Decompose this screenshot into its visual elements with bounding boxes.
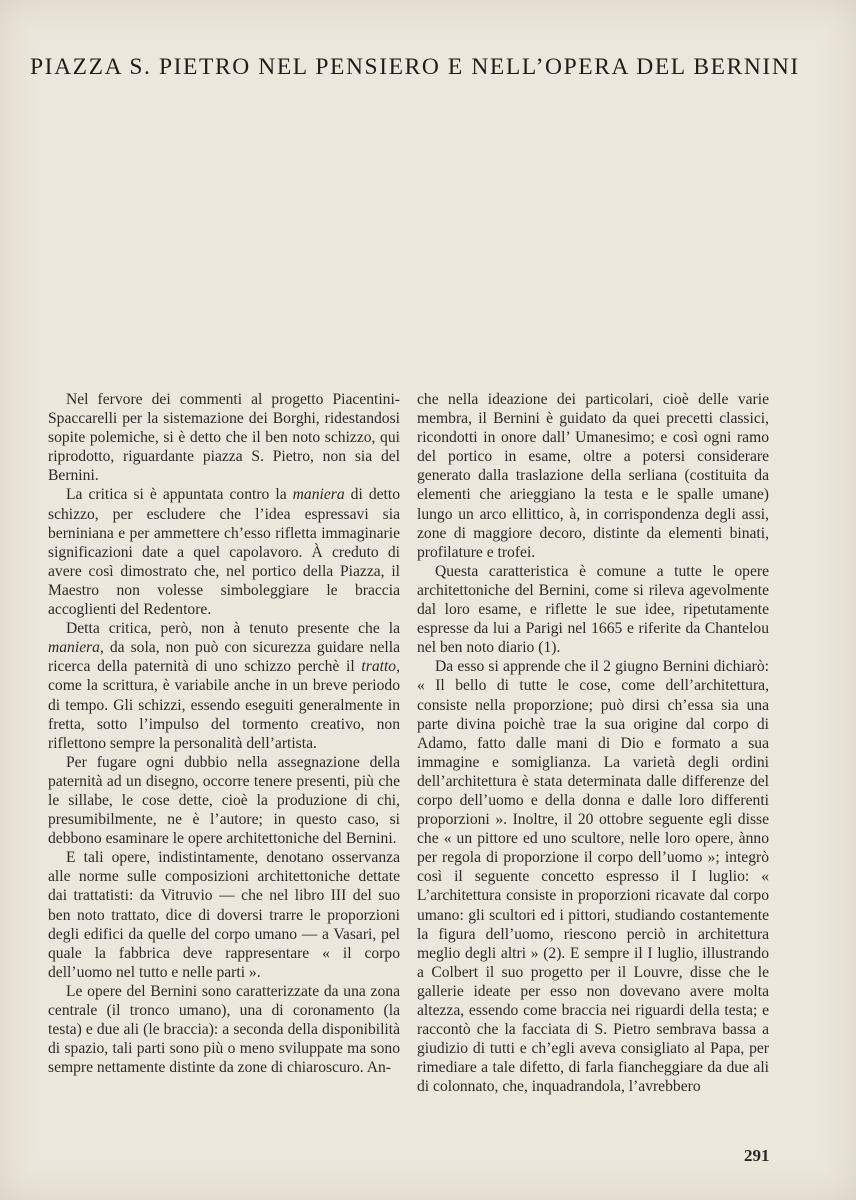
paragraph: che nella ideazione dei particolari, cioè delle varie membra, il Bernini è guidato da quei precetti classici, ricondotti in onore dall’ Umanesimo; e così ogni ramo del portico in esame, oltre a potersi considerare generato dalla traslazione della serliana (costituita da elementi che arieggiano la testa e le spalle umane) lungo un arco ellittico, à, in corrispondenza degli assi, zone di maggiore decoro, distinte da elementi binati, profilature e trofei. bbox=[417, 391, 769, 561]
emphasis-text: tratto bbox=[361, 658, 397, 676]
paragraph: Per fugare ogni dubbio nella assegnazione della paternità ad un disegno, occorre tenere presenti, più che le sillabe, le cose dette, cioè la produzione di chi, presumibilmente, ne è l’autore; in questo caso, si debbono esaminare le opere architettoniche del Bernini. bbox=[48, 753, 400, 848]
text-column-right bbox=[417, 390, 769, 1096]
paragraph: E tali opere, indistintamente, denotano osservanza alle norme sulle composizioni architettoniche dettate dai trattatisti: da Vitruvio — che nel libro III del suo ben noto trattato, dice di doversi trarre le proporzioni degli edifici da quelle del corpo umano — a Vasari, pel quale la fabbrica deve rappresentare « il corpo dell’uomo nel tutto e nelle parti ». bbox=[48, 849, 400, 981]
text-run: La critica si è appuntata contro la bbox=[66, 486, 293, 504]
emphasis-text: maniera bbox=[292, 486, 345, 504]
text-run: di detto schizzo, per escludere che l’idea espressavi sia berniniana e per ammettere ch’esso rifletta immaginarie significazioni date a quel capolavoro. À creduto di avere così dimostrato che, nel portico della Piazza, il Maestro non volesse simboleggiare le braccia accoglienti del Redentore. bbox=[48, 486, 401, 619]
emphasis-text: maniera bbox=[48, 639, 100, 657]
text-run: , da sola, non può con sicurezza guidare nella ricerca della paternità di uno schizzo perchè il bbox=[48, 639, 400, 676]
text-column-left bbox=[48, 390, 400, 1077]
paragraph: Questa caratteristica è comune a tutte le opere architettoniche del Bernini, come si rileva agevolmente dal loro esame, e riflette le sue idee, ripetutamente espresse da lui a Parigi nel 1665 e riferite da Chantelou nel ben noto diario (1). bbox=[417, 562, 769, 657]
text-run: Detta critica, però, non à tenuto presente che la bbox=[66, 620, 400, 638]
paragraph: Le opere del Bernini sono caratterizzate da una zona centrale (il tronco umano), una di coronamento (la testa) e due ali (le braccia): a seconda della disponibilità di spazio, tali parti sono più o meno sviluppate ma sono sempre nettamente distinte da zone di chiaroscuro. An- bbox=[48, 982, 400, 1077]
text-run: , come la scrittura, è variabile anche in un breve periodo di tempo. Gli schizzi, essendo eseguiti generalmente in fretta, sotto l’impulso del tormento creativo, non riflettono sempre la personalità dell’artista. bbox=[48, 658, 400, 752]
page-number: 291 bbox=[744, 1146, 770, 1165]
paragraph: Nel fervore dei commenti al progetto Piacentini-Spaccarelli per la sistemazione dei Borghi, ridestandosi sopite polemiche, si è detto che il ben noto schizzo, qui riprodotto, riguardante piazza S. Pietro, non sia del Bernini. bbox=[48, 391, 400, 485]
page-title: PIAZZA S. PIETRO NEL PENSIERO E NELL’OPERA DEL BERNINI bbox=[30, 54, 800, 80]
paragraph: Da esso si apprende che il 2 giugno Bernini dichiarò: « Il bello di tutte le cose, come dell’architettura, consiste nella proporzione; può dirsi ch’essa sia una parte divina poichè trae la sua origine dal corpo di Adamo, fatto dalle mani di Dio e formato a sua immagine e somiglianza. La varietà degli ordini dell’architettura è stata determinata dalle differenze del corpo dell’uomo e della donna e dalle loro differenti proporzioni ». Inoltre, il 20 ottobre seguente egli disse che « un pittore ed uno scultore, nelle loro opere, ànno per regola di proporzione il corpo dell’uomo »; integrò così il seguente concetto espresso il I luglio: « L’architettura consiste in proporzioni ricavate dal corpo umano: gli scultori ed i pittori, studiando costantemente la figura dell’uomo, riescono perciò in architettura meglio degli altri » (2). E sempre il I luglio, illustrando a Colbert il suo progetto per il Louvre, disse che le gallerie ideate per esso non dovevano avere molta altezza, essendo come braccia nei riguardi della testa; e raccontò che la facciata di S. Pietro sembrava bassa a giudizio di tutti e ch’egli aveva consigliato al Papa, per rimediare a tale difetto, di farla fiancheggiare da due ali di colonnato, che, inquadrandola, l’avrebbero bbox=[417, 658, 769, 1096]
paragraph bbox=[48, 485, 400, 619]
paragraph bbox=[48, 619, 400, 753]
